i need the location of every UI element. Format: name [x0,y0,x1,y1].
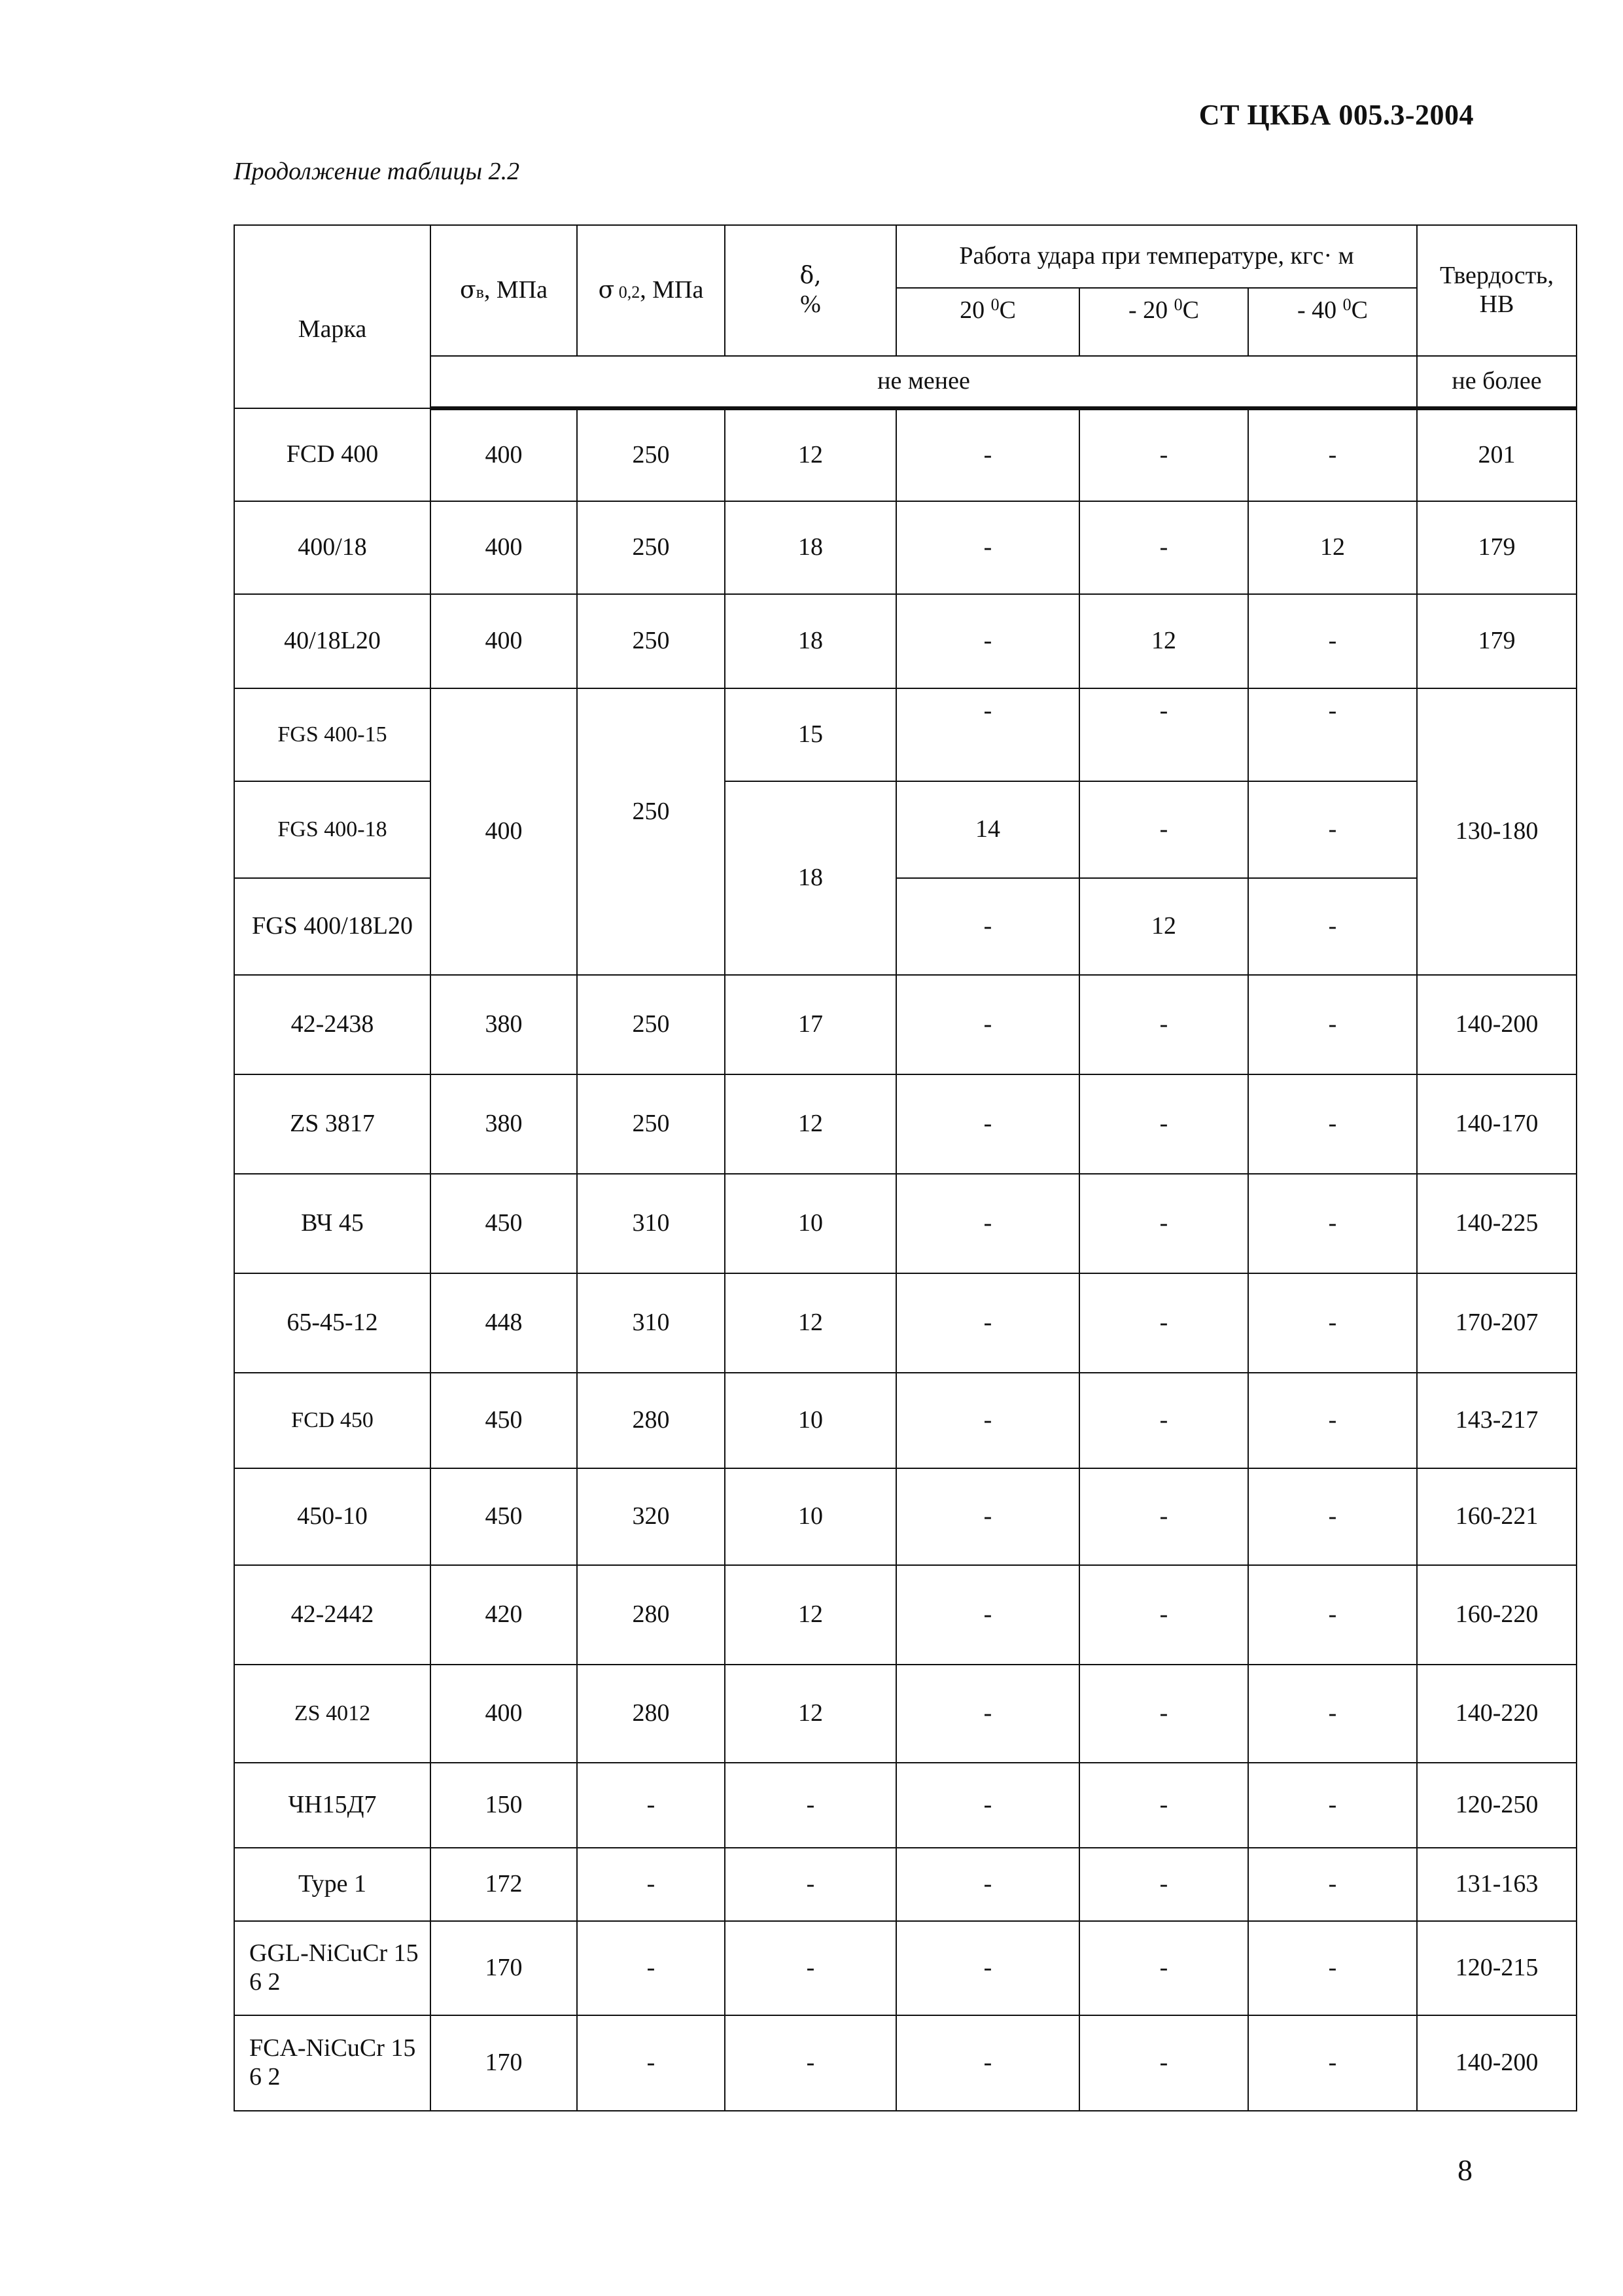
cell-impact-minus-40: - [1248,781,1417,878]
cell-impact-minus-20: - [1079,1665,1248,1763]
cell-impact-minus-20: - [1079,1921,1248,2015]
table-row [234,1468,1577,1565]
cell-impact-20: - [896,408,1079,501]
cell-grade: FGS 400/18L20 [234,878,430,975]
cell-grade: ZS 3817 [234,1074,430,1174]
cell-sigma-02: 310 [577,1273,725,1373]
cell-sigma-b: 400 [430,1665,577,1763]
cell-impact-minus-20: - [1079,1565,1248,1665]
cell-impact-minus-20: - [1079,781,1248,878]
cell-hardness: 179 [1417,594,1577,688]
cell-impact-minus-40: - [1248,1763,1417,1848]
cell-sigma-b: 170 [430,2015,577,2111]
cell-hardness: 120-215 [1417,1921,1577,2015]
header-temp-minus-40: - 40 $^0$C [1248,288,1417,356]
header-row-3 [234,356,1577,408]
cell-delta: 12 [725,1074,896,1174]
cell-sigma-b: 450 [430,1373,577,1468]
header-row-1 [234,225,1577,288]
cell-delta: 10 [725,1174,896,1273]
cell-impact-20: - [896,688,1079,781]
cell-sigma-02: 250 [577,975,725,1074]
cell-sigma-02: 250 [577,594,725,688]
cell-grade: ЧН15Д7 [234,1763,430,1848]
cell-sigma-b: 400 [430,501,577,594]
cell-impact-minus-20: - [1079,2015,1248,2111]
table-row [234,2015,1577,2111]
header-hardness: Твердость, НВ [1417,225,1577,356]
cell-sigma-02: 320 [577,1468,725,1565]
cell-delta: - [725,1763,896,1848]
cell-delta: 10 [725,1468,896,1565]
cell-hardness: 140-220 [1417,1665,1577,1763]
header-not-more: не более [1417,356,1577,408]
table-row [234,408,1577,501]
cell-sigma-b: 400 [430,688,577,975]
cell-delta: 15 [725,688,896,781]
cell-grade: Type 1 [234,1848,430,1921]
cell-sigma-b: 448 [430,1273,577,1373]
cell-sigma-02: - [577,1848,725,1921]
cell-sigma-02: - [577,1763,725,1848]
cell-grade: GGL-NiCuCr 15 6 2 [234,1921,430,2015]
table-row [234,1174,1577,1273]
cell-sigma-b: 380 [430,1074,577,1174]
cell-sigma-02: 250 [577,501,725,594]
cell-sigma-02: 250 [577,1074,725,1174]
cell-impact-20: - [896,1763,1079,1848]
cell-impact-minus-20: - [1079,1273,1248,1373]
cell-impact-minus-40: 12 [1248,501,1417,594]
cell-delta: 12 [725,1273,896,1373]
table-row [234,594,1577,688]
cell-impact-minus-20: - [1079,975,1248,1074]
cell-sigma-b: 400 [430,594,577,688]
cell-sigma-02: 250 [577,408,725,501]
table-caption: Продолжение таблицы 2.2 [234,158,520,185]
cell-impact-20: - [896,2015,1079,2111]
cell-impact-20: - [896,1665,1079,1763]
cell-impact-minus-20: - [1079,1174,1248,1273]
cell-hardness: 201 [1417,408,1577,501]
table-row [234,1565,1577,1665]
cell-sigma-b: 400 [430,408,577,501]
cell-grade: FGS 400-15 [234,688,430,781]
cell-grade: 42-2438 [234,975,430,1074]
cell-impact-minus-20: 12 [1079,878,1248,975]
cell-impact-20: - [896,501,1079,594]
table-row [234,688,1577,781]
cell-grade: 65-45-12 [234,1273,430,1373]
table-row [234,1665,1577,1763]
cell-impact-minus-40: - [1248,1848,1417,1921]
cell-sigma-02: 250 [577,688,725,975]
cell-delta: 17 [725,975,896,1074]
cell-hardness: 143-217 [1417,1373,1577,1468]
cell-impact-minus-20: - [1079,1848,1248,1921]
cell-grade: FCD 450 [234,1373,430,1468]
cell-sigma-b: 150 [430,1763,577,1848]
table-row [234,1074,1577,1174]
header-sigma-02: σ 0,2, МПа [577,225,725,356]
cell-impact-minus-40: - [1248,1373,1417,1468]
cell-sigma-02: - [577,2015,725,2111]
header-impact-title: Работа удара при температуре, кгс· м [896,225,1417,288]
cell-delta: 18 [725,781,896,975]
cell-impact-20: - [896,1468,1079,1565]
cell-delta: 12 [725,1565,896,1665]
cell-impact-20: - [896,1921,1079,2015]
cell-impact-minus-40: - [1248,1174,1417,1273]
cell-impact-minus-40: - [1248,1665,1417,1763]
table-row [234,1273,1577,1373]
header-not-less: не менее [430,356,1417,408]
cell-impact-minus-20: - [1079,1468,1248,1565]
header-sigma-b: σв, МПа [430,225,577,356]
cell-impact-minus-40: - [1248,1074,1417,1174]
cell-impact-minus-40: - [1248,975,1417,1074]
cell-impact-20: - [896,878,1079,975]
cell-impact-minus-20: - [1079,1074,1248,1174]
cell-hardness: 130-180 [1417,688,1577,975]
cell-grade: 450-10 [234,1468,430,1565]
cell-grade: ZS 4012 [234,1665,430,1763]
cell-hardness: 131-163 [1417,1848,1577,1921]
table-row [234,975,1577,1074]
cell-impact-minus-20: - [1079,1763,1248,1848]
cell-delta: - [725,1848,896,1921]
cell-delta: 12 [725,1665,896,1763]
cell-sigma-02: 310 [577,1174,725,1273]
cell-impact-minus-40: - [1248,878,1417,975]
cell-impact-minus-20: 12 [1079,594,1248,688]
cell-sigma-02: 280 [577,1565,725,1665]
header-temp-20: 20 $^0$C [896,288,1079,356]
cell-impact-20: - [896,975,1079,1074]
table-row [234,1373,1577,1468]
cell-delta: 12 [725,408,896,501]
cell-impact-20: - [896,1565,1079,1665]
cell-impact-minus-40: - [1248,1468,1417,1565]
cell-impact-minus-40: - [1248,1565,1417,1665]
table-row [234,1848,1577,1921]
cell-grade: 40/18L20 [234,594,430,688]
header-delta: δ, % [725,225,896,356]
cell-impact-minus-20: - [1079,1373,1248,1468]
cell-impact-minus-40: - [1248,408,1417,501]
cell-grade: 400/18 [234,501,430,594]
cell-sigma-b: 420 [430,1565,577,1665]
cell-grade: ВЧ 45 [234,1174,430,1273]
cell-delta: 10 [725,1373,896,1468]
table-row [234,1763,1577,1848]
cell-delta: 18 [725,501,896,594]
cell-impact-20: - [896,594,1079,688]
cell-impact-20: - [896,1273,1079,1373]
table-row [234,501,1577,594]
cell-hardness: 140-170 [1417,1074,1577,1174]
cell-impact-minus-40: - [1248,2015,1417,2111]
cell-impact-minus-40: - [1248,594,1417,688]
cell-hardness: 140-200 [1417,2015,1577,2111]
cell-impact-minus-20: - [1079,688,1248,781]
cell-delta: - [725,1921,896,2015]
cell-impact-20: - [896,1373,1079,1468]
document-code: СТ ЦКБА 005.3-2004 [1198,99,1474,131]
cell-sigma-b: 172 [430,1848,577,1921]
cell-impact-minus-40: - [1248,1273,1417,1373]
header-temp-minus-20: - 20 $^0$C [1079,288,1248,356]
cell-impact-minus-40: - [1248,1921,1417,2015]
cell-hardness: 160-221 [1417,1468,1577,1565]
table-row [234,1921,1577,2015]
cell-sigma-b: 380 [430,975,577,1074]
cell-hardness: 179 [1417,501,1577,594]
cell-sigma-02: - [577,1921,725,2015]
cell-sigma-b: 170 [430,1921,577,2015]
cell-delta: - [725,2015,896,2111]
cell-grade: FGS 400-18 [234,781,430,878]
cell-impact-20: - [896,1074,1079,1174]
header-grade: Марка [234,225,430,408]
cell-hardness: 120-250 [1417,1763,1577,1848]
cell-impact-minus-20: - [1079,501,1248,594]
cell-sigma-02: 280 [577,1665,725,1763]
page-number: 8 [1457,2153,1473,2187]
cell-sigma-b: 450 [430,1174,577,1273]
cell-hardness: 170-207 [1417,1273,1577,1373]
cell-grade: FCA-NiCuCr 15 6 2 [234,2015,430,2111]
cell-hardness: 140-225 [1417,1174,1577,1273]
cell-impact-minus-40: - [1248,688,1417,781]
cell-grade: FCD 400 [234,408,430,501]
cell-impact-20: 14 [896,781,1079,878]
cell-delta: 18 [725,594,896,688]
cell-grade: 42-2442 [234,1565,430,1665]
cell-impact-20: - [896,1174,1079,1273]
cell-hardness: 140-200 [1417,975,1577,1074]
cell-hardness: 160-220 [1417,1565,1577,1665]
cell-sigma-b: 450 [430,1468,577,1565]
properties-table [234,224,1577,2111]
cell-impact-20: - [896,1848,1079,1921]
cell-impact-minus-20: - [1079,408,1248,501]
cell-sigma-02: 280 [577,1373,725,1468]
